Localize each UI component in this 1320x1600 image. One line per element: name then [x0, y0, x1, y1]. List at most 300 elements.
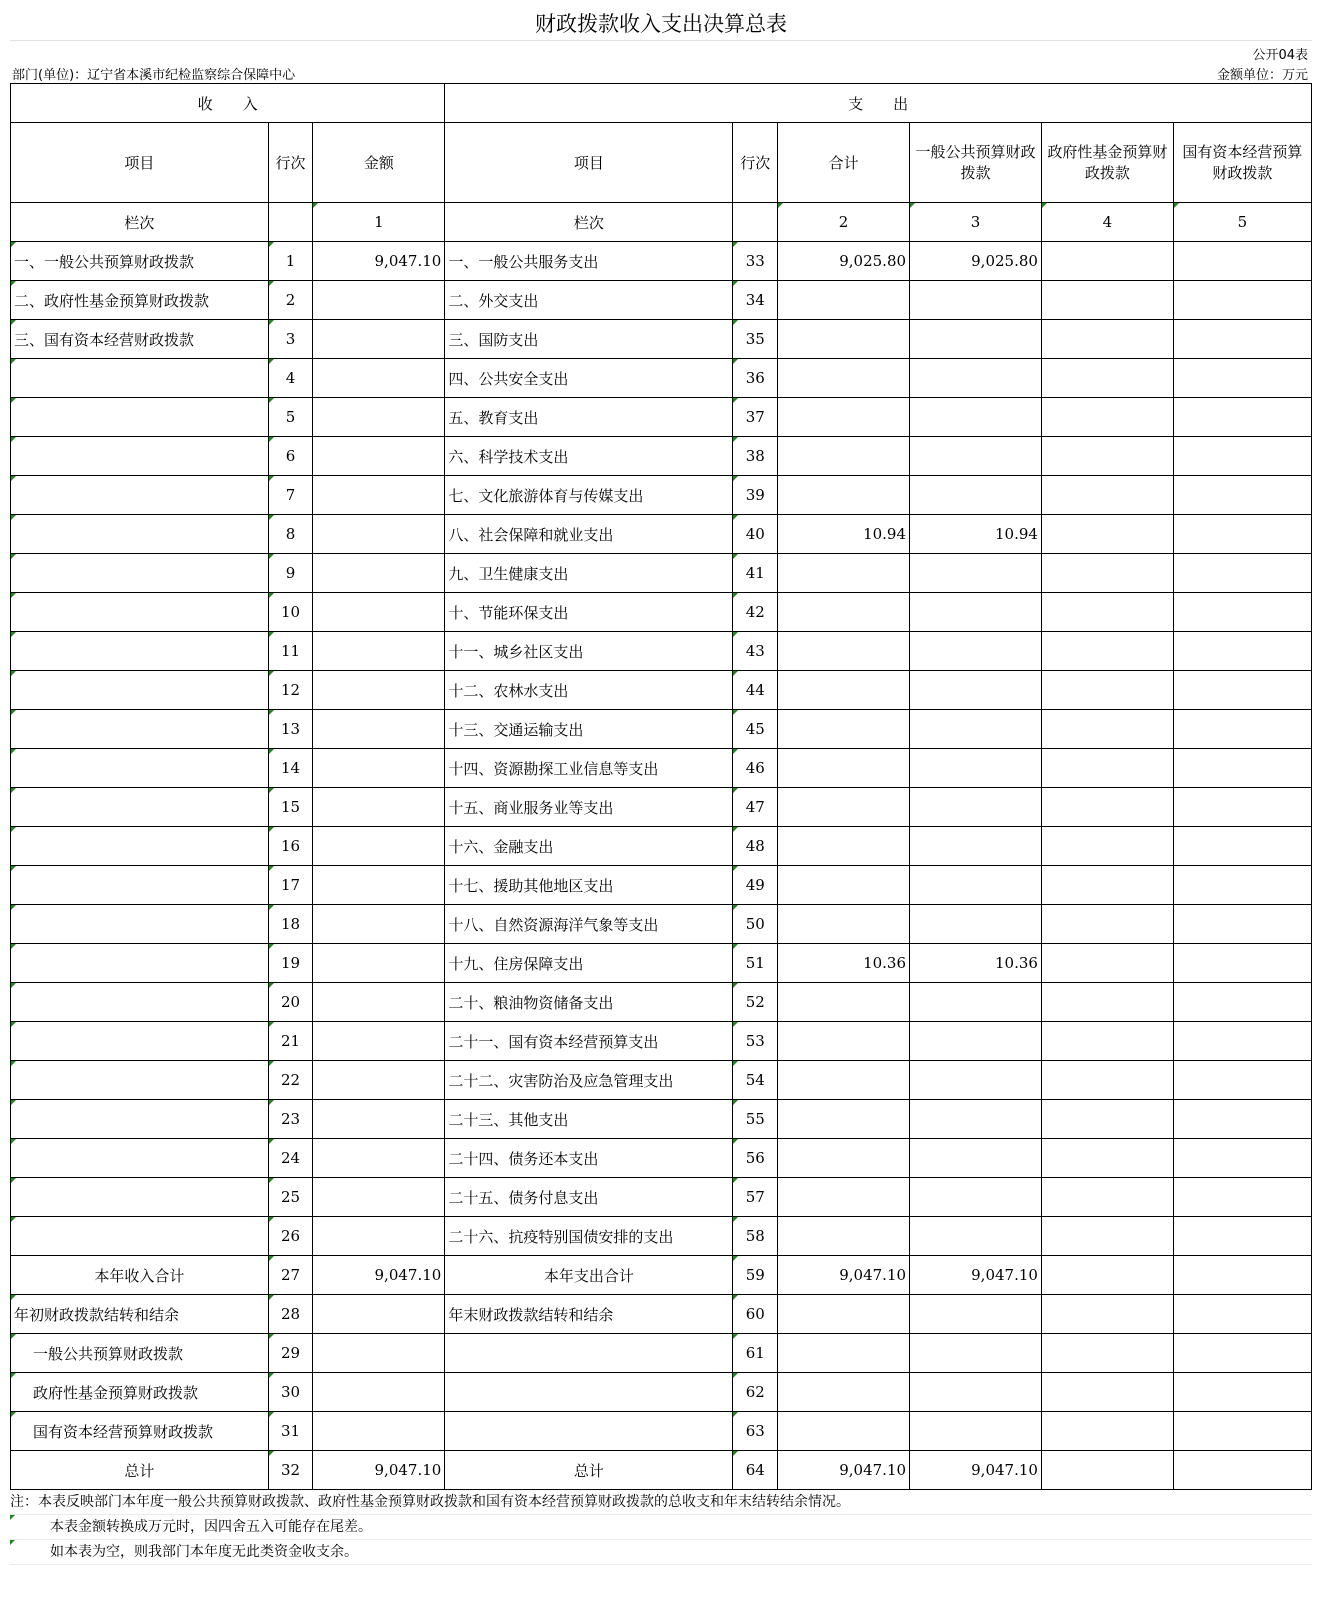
income-row-no-cell: 16 — [268, 827, 313, 866]
gov-fund-cell — [1041, 1061, 1173, 1100]
income-row-no-cell: 25 — [268, 1178, 313, 1217]
unit-label: 金额单位：万元 — [1216, 68, 1308, 83]
general-budget-header: 一般公共预算财政拨款 — [910, 123, 1042, 203]
soe-cell — [1173, 593, 1311, 632]
income-amount-cell — [313, 749, 445, 788]
gov-fund-cell — [1041, 1178, 1173, 1217]
income-amount-header: 金额 — [313, 123, 445, 203]
general-budget-cell — [910, 593, 1042, 632]
table-number-line — [10, 41, 1312, 61]
income-row-no-cell: 21 — [268, 1022, 313, 1061]
income-amount-cell — [313, 437, 445, 476]
table-row — [11, 983, 1312, 1022]
soe-cell — [1173, 827, 1311, 866]
income-amount-cell — [313, 944, 445, 983]
general-budget-cell — [910, 1022, 1042, 1061]
expense-total-cell — [778, 359, 910, 398]
expense-item-cell: 六、科学技术支出 — [445, 437, 733, 476]
soe-cell — [1173, 398, 1311, 437]
income-row-no-cell: 1 — [268, 242, 313, 281]
expense-total-cell — [778, 593, 910, 632]
expense-total-cell — [778, 1295, 910, 1334]
expense-total-header: 合计 — [778, 123, 910, 203]
expense-total-cell — [778, 1100, 910, 1139]
table-row — [11, 242, 1312, 281]
income-item-header: 项目 — [11, 123, 269, 203]
income-row-no-cell: 29 — [268, 1334, 313, 1373]
income-row-no-cell: 11 — [268, 632, 313, 671]
expense-row-no-cell: 33 — [733, 242, 778, 281]
income-item-cell: 本年收入合计 — [11, 1256, 269, 1295]
expense-row-no-cell: 40 — [733, 515, 778, 554]
table-row — [11, 515, 1312, 554]
gov-fund-cell — [1041, 554, 1173, 593]
income-item-cell: 一、一般公共预算财政拨款 — [11, 242, 269, 281]
expense-row-no-cell: 52 — [733, 983, 778, 1022]
expense-total-cell — [778, 1373, 910, 1412]
note-line: 如本表为空，则我部门本年度无此类资金收支余。 — [10, 1540, 1312, 1565]
expense-total-cell — [778, 554, 910, 593]
expense-row-no-cell: 61 — [733, 1334, 778, 1373]
income-row-no-cell: 4 — [268, 359, 313, 398]
income-row-no-cell: 20 — [268, 983, 313, 1022]
income-amount-cell — [313, 827, 445, 866]
soe-cell — [1173, 788, 1311, 827]
section-header-row — [11, 84, 1312, 123]
gov-fund-cell — [1041, 1139, 1173, 1178]
expense-item-cell — [445, 1334, 733, 1373]
general-budget-cell — [910, 437, 1042, 476]
income-amount-cell — [313, 1334, 445, 1373]
income-item-cell — [11, 1022, 269, 1061]
gov-fund-cell — [1041, 320, 1173, 359]
income-row-no-cell: 23 — [268, 1100, 313, 1139]
expense-item-cell — [445, 1373, 733, 1412]
soe-cell — [1173, 476, 1311, 515]
table-row — [11, 1295, 1312, 1334]
income-row-no-cell: 28 — [268, 1295, 313, 1334]
table-row — [11, 398, 1312, 437]
income-row-no-cell: 24 — [268, 1139, 313, 1178]
expense-row-no-cell: 59 — [733, 1256, 778, 1295]
general-budget-cell: 9,025.80 — [910, 242, 1042, 281]
expense-item-cell: 九、卫生健康支出 — [445, 554, 733, 593]
table-row — [11, 905, 1312, 944]
expense-row-no-cell: 36 — [733, 359, 778, 398]
table-row — [11, 671, 1312, 710]
soe-cell — [1173, 905, 1311, 944]
income-item-cell — [11, 359, 269, 398]
gov-fund-cell — [1041, 710, 1173, 749]
expense-item-cell: 十八、自然资源海洋气象等支出 — [445, 905, 733, 944]
gov-fund-cell — [1041, 905, 1173, 944]
expense-row-no-cell: 50 — [733, 905, 778, 944]
table-row — [11, 593, 1312, 632]
income-item-cell — [11, 1217, 269, 1256]
general-budget-cell — [910, 320, 1042, 359]
gov-fund-header: 政府性基金预算财政拨款 — [1041, 123, 1173, 203]
soe-cell — [1173, 671, 1311, 710]
gov-fund-cell — [1041, 515, 1173, 554]
expense-row-no-cell: 44 — [733, 671, 778, 710]
soe-cell — [1173, 281, 1311, 320]
expense-item-cell: 十九、住房保障支出 — [445, 944, 733, 983]
table-row — [11, 554, 1312, 593]
income-col-1: 1 — [313, 203, 445, 242]
expense-total-cell — [778, 866, 910, 905]
expense-total-cell — [778, 749, 910, 788]
expense-total-cell — [778, 1022, 910, 1061]
expense-col-no-blank — [733, 203, 778, 242]
expense-row-no-header: 行次 — [733, 123, 778, 203]
income-item-cell: 一般公共预算财政拨款 — [11, 1334, 269, 1373]
expense-row-no-cell: 53 — [733, 1022, 778, 1061]
expense-item-cell: 十一、城乡社区支出 — [445, 632, 733, 671]
income-item-cell — [11, 1061, 269, 1100]
income-amount-cell — [313, 1061, 445, 1100]
gov-fund-cell — [1041, 1100, 1173, 1139]
notes — [10, 1490, 1312, 1565]
expense-item-cell: 十五、商业服务业等支出 — [445, 788, 733, 827]
expense-row-no-cell: 57 — [733, 1178, 778, 1217]
table-row — [11, 827, 1312, 866]
general-budget-cell — [910, 1100, 1042, 1139]
income-item-cell — [11, 710, 269, 749]
income-item-cell — [11, 398, 269, 437]
income-amount-cell: 9,047.10 — [313, 242, 445, 281]
gov-fund-cell — [1041, 827, 1173, 866]
income-row-no-cell: 12 — [268, 671, 313, 710]
soe-cell — [1173, 1373, 1311, 1412]
soe-cell — [1173, 242, 1311, 281]
income-row-no-cell: 6 — [268, 437, 313, 476]
income-item-cell: 三、国有资本经营财政拨款 — [11, 320, 269, 359]
soe-cell — [1173, 359, 1311, 398]
gov-fund-cell — [1041, 1295, 1173, 1334]
general-budget-cell — [910, 1412, 1042, 1451]
general-budget-cell — [910, 398, 1042, 437]
table-row — [11, 1061, 1312, 1100]
expense-item-cell: 三、国防支出 — [445, 320, 733, 359]
expense-row-no-cell: 43 — [733, 632, 778, 671]
soe-header: 国有资本经营预算财政拨款 — [1173, 123, 1311, 203]
income-amount-cell — [313, 1178, 445, 1217]
expense-row-no-cell: 45 — [733, 710, 778, 749]
expense-col-4: 4 — [1041, 203, 1173, 242]
expense-row-no-cell: 60 — [733, 1295, 778, 1334]
income-amount-cell — [313, 710, 445, 749]
expense-item-cell: 二十四、债务还本支出 — [445, 1139, 733, 1178]
income-row-no-cell: 15 — [268, 788, 313, 827]
table-row — [11, 320, 1312, 359]
income-amount-cell — [313, 1217, 445, 1256]
income-col-no-blank — [268, 203, 313, 242]
expense-item-cell: 总计 — [445, 1451, 733, 1490]
income-item-cell — [11, 1139, 269, 1178]
soe-cell — [1173, 1178, 1311, 1217]
expense-item-cell: 十七、援助其他地区支出 — [445, 866, 733, 905]
expense-item-cell: 十二、农林水支出 — [445, 671, 733, 710]
table-row — [11, 1334, 1312, 1373]
general-budget-cell — [910, 671, 1042, 710]
gov-fund-cell — [1041, 1022, 1173, 1061]
expense-item-cell: 一、一般公共服务支出 — [445, 242, 733, 281]
table-row — [11, 437, 1312, 476]
income-item-cell — [11, 749, 269, 788]
gov-fund-cell — [1041, 281, 1173, 320]
general-budget-cell — [910, 827, 1042, 866]
expense-item-cell: 五、教育支出 — [445, 398, 733, 437]
income-row-no-cell: 30 — [268, 1373, 313, 1412]
table-row — [11, 1451, 1312, 1490]
expense-item-cell: 二十二、灾害防治及应急管理支出 — [445, 1061, 733, 1100]
income-row-no-cell: 32 — [268, 1451, 313, 1490]
income-row-no-cell: 10 — [268, 593, 313, 632]
general-budget-cell — [910, 1178, 1042, 1217]
table-row — [11, 749, 1312, 788]
income-amount-cell — [313, 1139, 445, 1178]
income-item-cell — [11, 944, 269, 983]
income-amount-cell — [313, 398, 445, 437]
income-section-header: 收 入 — [11, 84, 445, 123]
income-amount-cell — [313, 632, 445, 671]
gov-fund-cell — [1041, 749, 1173, 788]
expense-total-cell — [778, 827, 910, 866]
note-line: 注：本表反映部门本年度一般公共预算财政拨款、政府性基金预算财政拨款和国有资本经营预算财政拨款的总收支和年末结转结余情况。 — [10, 1490, 1312, 1515]
expense-row-no-cell: 56 — [733, 1139, 778, 1178]
income-item-cell: 政府性基金预算财政拨款 — [11, 1373, 269, 1412]
gov-fund-cell — [1041, 983, 1173, 1022]
report-sheet — [10, 8, 1312, 1565]
expense-total-cell — [778, 710, 910, 749]
expense-total-cell — [778, 788, 910, 827]
soe-cell — [1173, 1061, 1311, 1100]
general-budget-cell — [910, 281, 1042, 320]
expense-total-cell: 10.94 — [778, 515, 910, 554]
expense-total-cell — [778, 476, 910, 515]
expense-total-cell — [778, 632, 910, 671]
gov-fund-cell — [1041, 1451, 1173, 1490]
income-item-cell: 年初财政拨款结转和结余 — [11, 1295, 269, 1334]
general-budget-cell — [910, 1217, 1042, 1256]
table-row — [11, 476, 1312, 515]
general-budget-cell — [910, 1061, 1042, 1100]
income-row-no-cell: 2 — [268, 281, 313, 320]
income-row-no-cell: 14 — [268, 749, 313, 788]
income-item-cell — [11, 905, 269, 944]
income-row-no-cell: 8 — [268, 515, 313, 554]
income-item-cell — [11, 593, 269, 632]
income-amount-cell: 9,047.10 — [313, 1256, 445, 1295]
soe-cell — [1173, 320, 1311, 359]
gov-fund-cell — [1041, 398, 1173, 437]
gov-fund-cell — [1041, 1412, 1173, 1451]
expense-item-cell: 二、外交支出 — [445, 281, 733, 320]
expense-row-no-cell: 39 — [733, 476, 778, 515]
income-item-cell — [11, 515, 269, 554]
income-amount-cell — [313, 281, 445, 320]
soe-cell — [1173, 944, 1311, 983]
gov-fund-cell — [1041, 437, 1173, 476]
department-label: 部门(单位)：辽宁省本溪市纪检监察综合保障中心 — [12, 68, 296, 83]
income-item-cell — [11, 827, 269, 866]
general-budget-cell — [910, 788, 1042, 827]
expense-total-cell — [778, 1217, 910, 1256]
general-budget-cell — [910, 476, 1042, 515]
expense-row-no-cell: 58 — [733, 1217, 778, 1256]
expense-total-cell — [778, 1334, 910, 1373]
expense-col-label: 栏次 — [445, 203, 733, 242]
income-amount-cell — [313, 671, 445, 710]
expense-item-cell: 十六、金融支出 — [445, 827, 733, 866]
income-item-cell — [11, 983, 269, 1022]
expense-item-cell: 二十三、其他支出 — [445, 1100, 733, 1139]
expense-item-cell: 二十六、抗疫特别国债安排的支出 — [445, 1217, 733, 1256]
income-item-cell — [11, 554, 269, 593]
income-row-no-cell: 19 — [268, 944, 313, 983]
expense-item-cell — [445, 1412, 733, 1451]
general-budget-cell — [910, 632, 1042, 671]
gov-fund-cell — [1041, 944, 1173, 983]
expense-row-no-cell: 38 — [733, 437, 778, 476]
expense-total-cell: 9,047.10 — [778, 1256, 910, 1295]
income-row-no-cell: 17 — [268, 866, 313, 905]
income-amount-cell — [313, 983, 445, 1022]
soe-cell — [1173, 1100, 1311, 1139]
general-budget-cell: 10.94 — [910, 515, 1042, 554]
soe-cell — [1173, 1022, 1311, 1061]
gov-fund-cell — [1041, 788, 1173, 827]
expense-total-cell — [778, 398, 910, 437]
expense-section-header: 支 出 — [445, 84, 1312, 123]
income-amount-cell — [313, 593, 445, 632]
expense-row-no-cell: 37 — [733, 398, 778, 437]
expense-col-5: 5 — [1173, 203, 1311, 242]
soe-cell — [1173, 1334, 1311, 1373]
expense-item-cell: 八、社会保障和就业支出 — [445, 515, 733, 554]
general-budget-cell: 9,047.10 — [910, 1256, 1042, 1295]
soe-cell — [1173, 554, 1311, 593]
general-budget-cell — [910, 554, 1042, 593]
expense-item-cell: 二十一、国有资本经营预算支出 — [445, 1022, 733, 1061]
department-line — [10, 61, 1312, 83]
expense-item-cell: 十、节能环保支出 — [445, 593, 733, 632]
expense-item-cell: 年末财政拨款结转和结余 — [445, 1295, 733, 1334]
expense-row-no-cell: 41 — [733, 554, 778, 593]
income-row-no-cell: 5 — [268, 398, 313, 437]
expense-row-no-cell: 46 — [733, 749, 778, 788]
expense-total-cell — [778, 320, 910, 359]
table-number: 公开04表 — [1252, 48, 1308, 63]
income-amount-cell — [313, 1412, 445, 1451]
table-row — [11, 1373, 1312, 1412]
gov-fund-cell — [1041, 1334, 1173, 1373]
table-row — [11, 1100, 1312, 1139]
expense-row-no-cell: 55 — [733, 1100, 778, 1139]
expense-total-cell — [778, 983, 910, 1022]
table-row — [11, 1178, 1312, 1217]
general-budget-cell — [910, 1295, 1042, 1334]
expense-total-cell — [778, 671, 910, 710]
expense-total-cell — [778, 1139, 910, 1178]
soe-cell — [1173, 983, 1311, 1022]
expense-total-cell: 9,047.10 — [778, 1451, 910, 1490]
general-budget-cell — [910, 710, 1042, 749]
table-row — [11, 788, 1312, 827]
column-index-row — [11, 203, 1312, 242]
gov-fund-cell — [1041, 1217, 1173, 1256]
expense-item-cell: 二十、粮油物资储备支出 — [445, 983, 733, 1022]
table-row — [11, 1022, 1312, 1061]
general-budget-cell: 9,047.10 — [910, 1451, 1042, 1490]
gov-fund-cell — [1041, 866, 1173, 905]
report-title: 财政拨款收入支出决算总表 — [10, 8, 1312, 41]
gov-fund-cell — [1041, 671, 1173, 710]
gov-fund-cell — [1041, 1373, 1173, 1412]
soe-cell — [1173, 632, 1311, 671]
soe-cell — [1173, 866, 1311, 905]
income-item-cell — [11, 866, 269, 905]
income-item-cell — [11, 1178, 269, 1217]
expense-total-cell — [778, 437, 910, 476]
gov-fund-cell — [1041, 632, 1173, 671]
expense-item-cell: 十三、交通运输支出 — [445, 710, 733, 749]
table-row — [11, 1412, 1312, 1451]
expense-row-no-cell: 62 — [733, 1373, 778, 1412]
expense-total-cell — [778, 1178, 910, 1217]
general-budget-cell — [910, 1334, 1042, 1373]
income-row-no-cell: 18 — [268, 905, 313, 944]
expense-item-cell: 四、公共安全支出 — [445, 359, 733, 398]
income-item-cell — [11, 1100, 269, 1139]
expense-item-cell: 十四、资源勘探工业信息等支出 — [445, 749, 733, 788]
income-item-cell: 二、政府性基金预算财政拨款 — [11, 281, 269, 320]
expense-item-cell: 本年支出合计 — [445, 1256, 733, 1295]
general-budget-cell — [910, 866, 1042, 905]
income-row-no-cell: 7 — [268, 476, 313, 515]
income-amount-cell — [313, 788, 445, 827]
expense-row-no-cell: 35 — [733, 320, 778, 359]
soe-cell — [1173, 437, 1311, 476]
income-amount-cell — [313, 1373, 445, 1412]
income-item-cell — [11, 632, 269, 671]
income-item-cell — [11, 788, 269, 827]
expense-total-cell — [778, 281, 910, 320]
income-row-no-cell: 22 — [268, 1061, 313, 1100]
expense-total-cell — [778, 1412, 910, 1451]
table-row — [11, 1256, 1312, 1295]
gov-fund-cell — [1041, 476, 1173, 515]
gov-fund-cell — [1041, 593, 1173, 632]
income-row-no-cell: 13 — [268, 710, 313, 749]
gov-fund-cell — [1041, 242, 1173, 281]
table-row — [11, 944, 1312, 983]
income-row-no-cell: 9 — [268, 554, 313, 593]
expense-row-no-cell: 34 — [733, 281, 778, 320]
general-budget-cell — [910, 983, 1042, 1022]
income-amount-cell — [313, 1100, 445, 1139]
income-amount-cell — [313, 1295, 445, 1334]
income-amount-cell — [313, 359, 445, 398]
income-row-no-header: 行次 — [268, 123, 313, 203]
income-amount-cell — [313, 476, 445, 515]
soe-cell — [1173, 710, 1311, 749]
expense-item-header: 项目 — [445, 123, 733, 203]
expense-total-cell: 9,025.80 — [778, 242, 910, 281]
income-amount-cell: 9,047.10 — [313, 1451, 445, 1490]
income-item-cell — [11, 671, 269, 710]
expense-row-no-cell: 42 — [733, 593, 778, 632]
